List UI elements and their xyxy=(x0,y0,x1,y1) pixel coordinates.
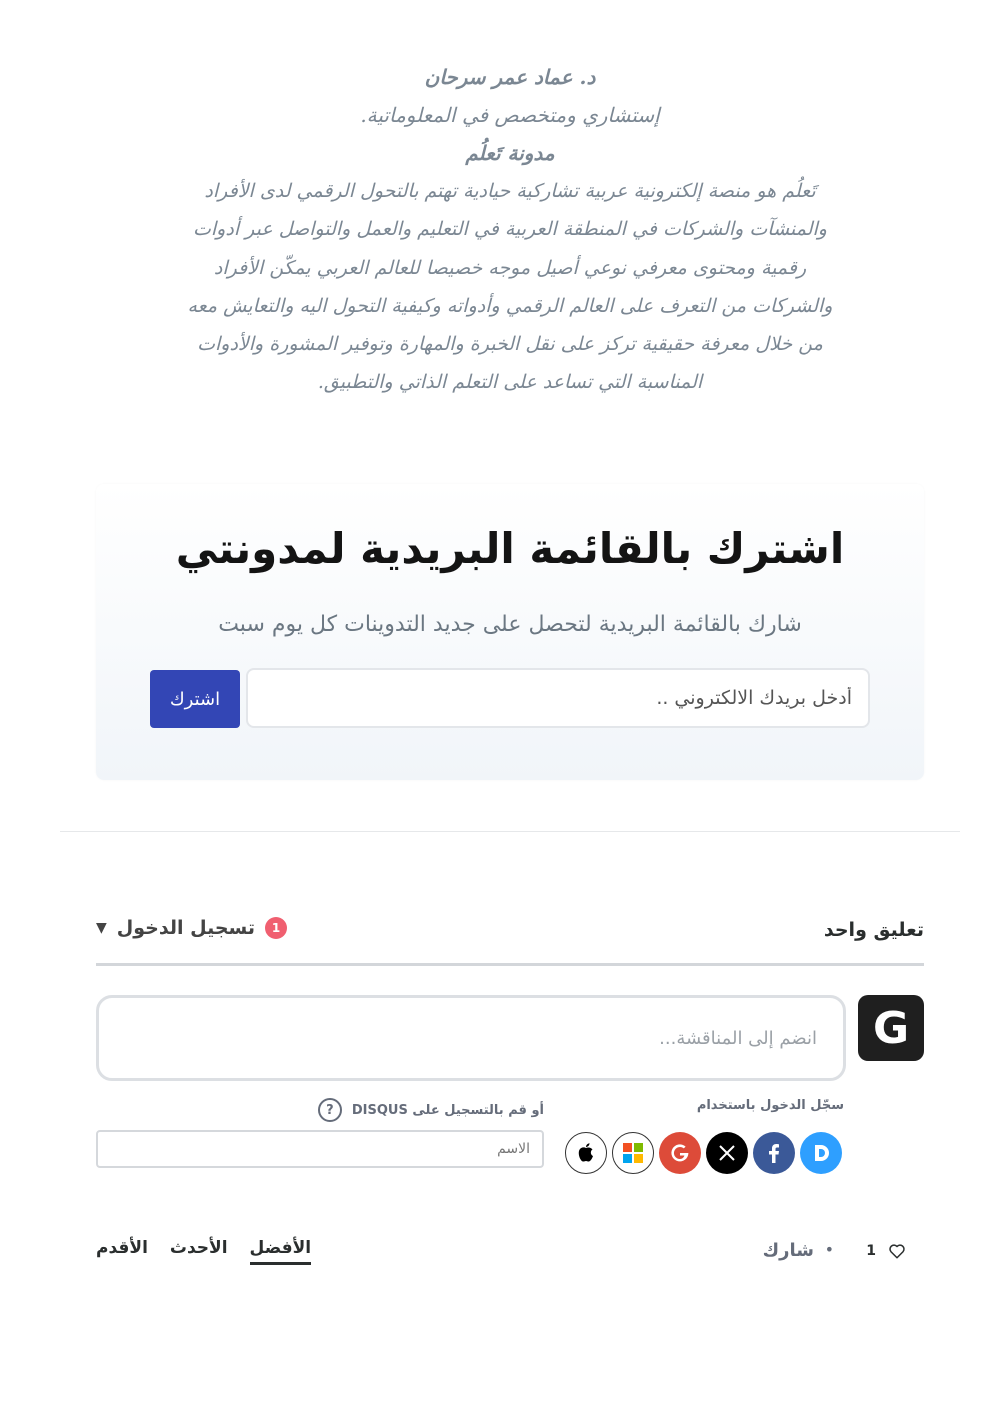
author-bio xyxy=(150,58,870,402)
sort-tab-newest[interactable]: الأحدث xyxy=(169,1238,228,1258)
author-name: د. عماد عمر سرحان xyxy=(424,65,596,89)
register-label: أو قم بالتسجيل على DISQUS xyxy=(351,1102,544,1118)
login-with-label: سجّل الدخول باستخدام xyxy=(696,1098,844,1113)
login-menu[interactable] xyxy=(96,917,287,939)
facebook-icon xyxy=(762,1141,786,1165)
x-icon xyxy=(718,1144,736,1162)
notification-badge: 1 xyxy=(265,917,287,939)
blog-description-line: رقمية ومحتوى معرفي نوعي أصيل موجه خصيصا للعالم العربي يمكّن الأفراد xyxy=(213,256,807,279)
disqus-login-button[interactable] xyxy=(800,1132,842,1174)
blog-name: مدونة تَعلُم xyxy=(465,141,555,165)
blog-description-line: من خلال معرفة حقيقية تركز على نقل الخبرة والمهارة وتوفير المشورة والأدوات xyxy=(197,333,823,356)
newsletter-signup xyxy=(96,484,924,780)
comments-header xyxy=(96,905,924,966)
share-button[interactable]: شارك xyxy=(762,1240,814,1261)
sort-tab-oldest[interactable]: الأقدم xyxy=(96,1238,148,1258)
sort-tab-best[interactable]: الأفضل xyxy=(250,1238,312,1265)
caret-down-icon: ▼ xyxy=(96,920,107,936)
blog-description-line: تَعلُم هو منصة إلكترونية عربية تشاركية حيادية تهتم بالتحول الرقمي لدى الأفراد xyxy=(204,180,816,202)
newsletter-title: اشترك بالقائمة البريدية لمدونتي xyxy=(175,524,845,573)
apple-icon xyxy=(575,1141,597,1165)
subscribe-button[interactable]: اشترك xyxy=(150,670,240,728)
blog-description-line: والشركات من التعرف على العالم الرقمي وأدواته وكيفية التحول اليه والتعايش معه xyxy=(187,294,833,317)
heart-icon xyxy=(888,1242,906,1260)
apple-login-button[interactable] xyxy=(565,1132,607,1174)
facebook-login-button[interactable] xyxy=(753,1132,795,1174)
disqus-comments xyxy=(96,905,924,1285)
comment-input[interactable]: انضم إلى المناقشة... xyxy=(96,995,846,1081)
newsletter-email-input[interactable] xyxy=(246,668,870,728)
author-role: إستشاري ومتخصص في المعلوماتية. xyxy=(360,103,660,127)
newsletter-subtitle: شارك بالقائمة البريدية لتحصل على جديد التدوينات كل يوم سبت xyxy=(218,612,802,637)
register-prompt xyxy=(318,1098,544,1122)
disqus-icon xyxy=(808,1140,834,1166)
microsoft-login-button[interactable] xyxy=(612,1132,654,1174)
comments-footer xyxy=(96,1238,924,1270)
blog-description xyxy=(150,172,870,402)
x-login-button[interactable] xyxy=(706,1132,748,1174)
sort-tabs xyxy=(96,1238,311,1265)
blog-description-line: المناسبة التي تساعد على التعلم الذاتي والتطبيق. xyxy=(317,371,703,394)
section-divider xyxy=(60,831,960,832)
blog-description-line: والمنشآت والشركات في المنطقة العربية في التعليم والعمل والتواصل عبر أدوات xyxy=(193,218,827,241)
likes-count: 1 xyxy=(866,1243,876,1259)
avatar: G xyxy=(858,995,924,1061)
login-label: تسجيل الدخول xyxy=(116,917,255,939)
google-icon xyxy=(668,1141,692,1165)
guest-name-input[interactable] xyxy=(96,1130,544,1168)
separator-dot: • xyxy=(824,1240,834,1259)
google-login-button[interactable] xyxy=(659,1132,701,1174)
recommend-button[interactable] xyxy=(866,1242,906,1260)
microsoft-icon xyxy=(623,1143,643,1163)
comment-count: تعليق واحد xyxy=(823,919,924,941)
help-icon[interactable]: ? xyxy=(318,1098,342,1122)
social-login-list xyxy=(565,1132,842,1174)
